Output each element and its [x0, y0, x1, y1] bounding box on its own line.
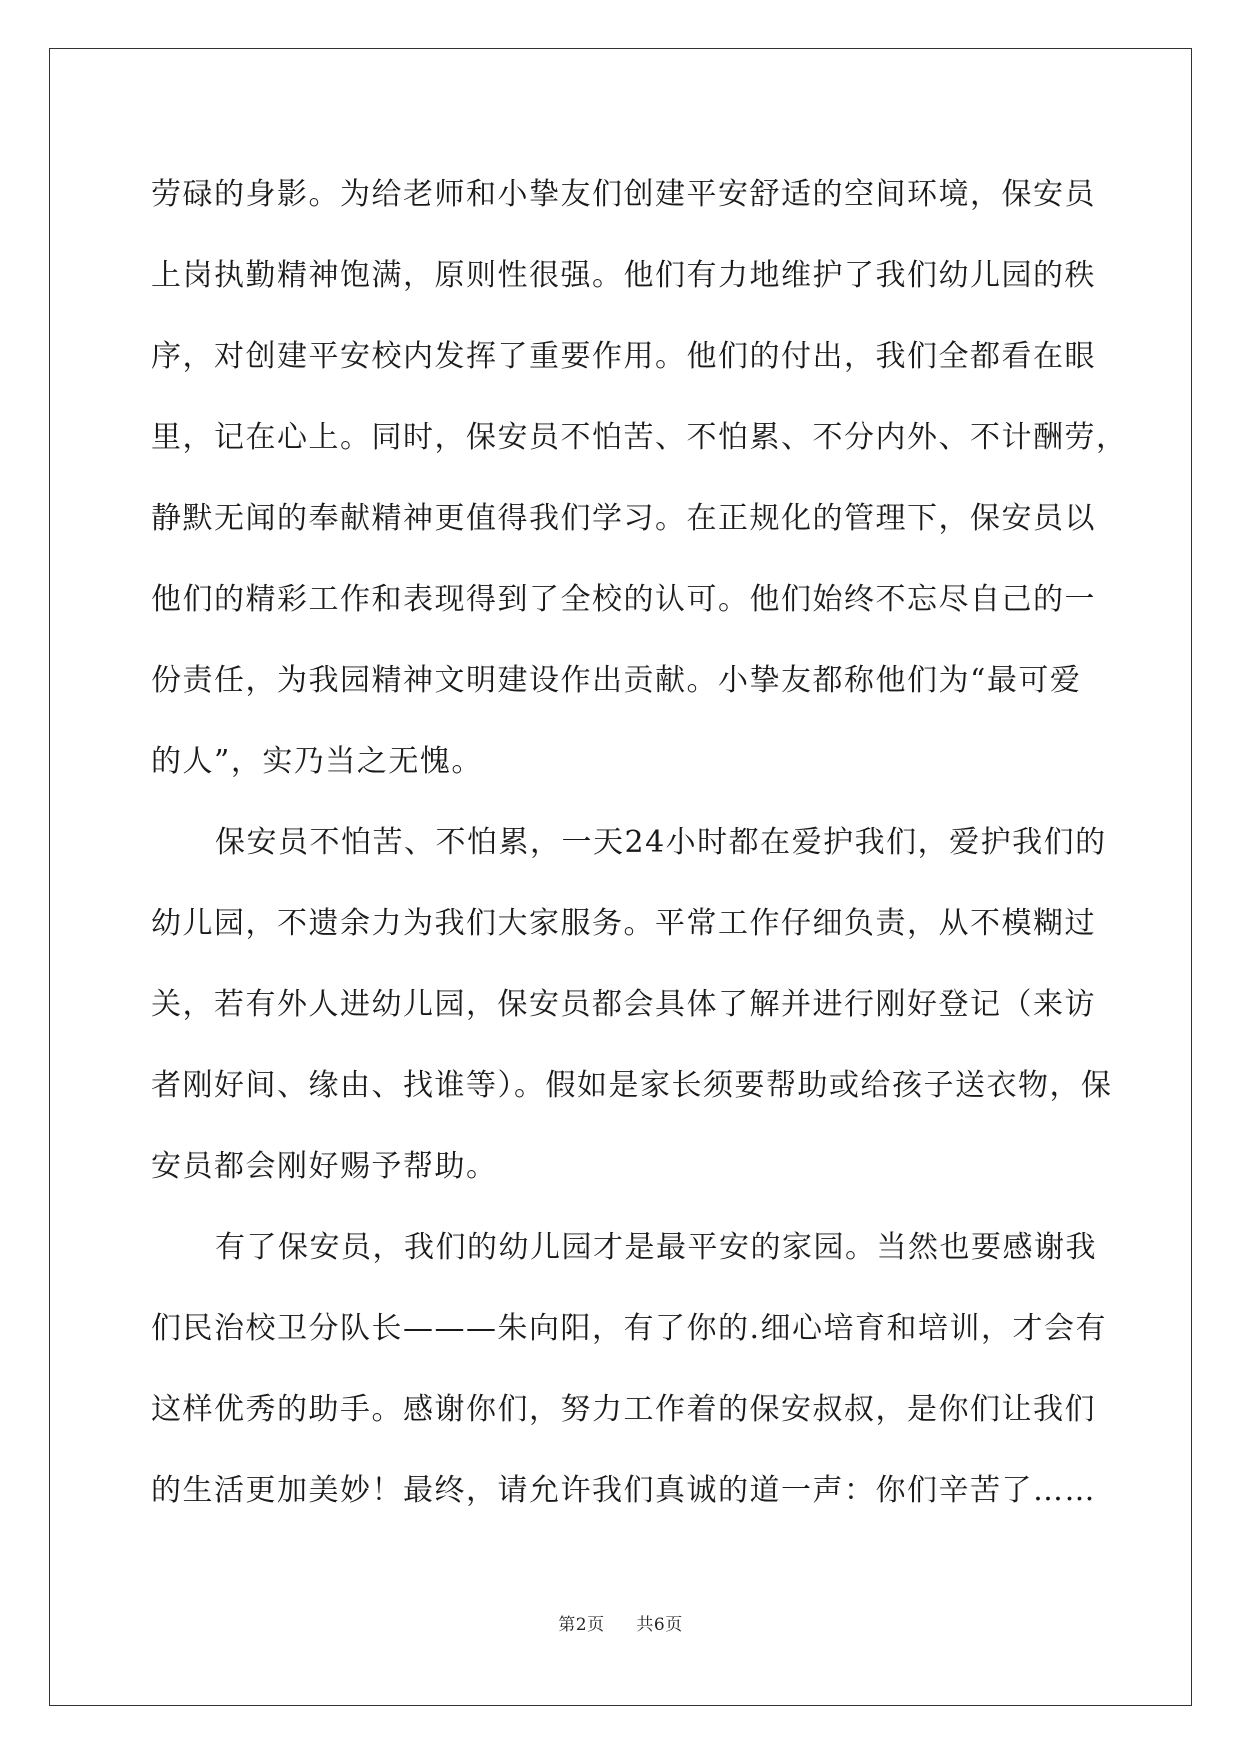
- text-line: 里，记在心上。同时，保安员不怕苦、不怕累、不分内外、不计酬劳，: [151, 420, 1128, 455]
- text-line: 份责任，为我园精神文明建设作出贡献。小挚友都称他们为“最可爱: [151, 663, 1082, 698]
- text-line: 静默无闻的奉献精神更值得我们学习。在正规化的管理下，保安员以: [151, 501, 1096, 536]
- text-line: 的生活更加美妙！最终，请允许我们真诚的道一声：你们辛苦了……: [151, 1473, 1096, 1508]
- document-body: [151, 154, 1128, 1531]
- text-line: 序，对创建平安校内发挥了重要作用。他们的付出，我们全都看在眼: [151, 339, 1096, 374]
- text-line: 们民治校卫分队长———朱向阳，有了你的.细心培育和培训，才会有: [151, 1311, 1108, 1346]
- text-line: 者刚好间、缘由、找谁等）。假如是家长须要帮助或给孩子送衣物，保: [151, 1068, 1113, 1103]
- text-line: 他们的精彩工作和表现得到了全校的认可。他们始终不忘尽自己的一: [151, 582, 1096, 617]
- page-total: 共6页: [636, 1615, 683, 1635]
- text-line: 这样优秀的助手。感谢你们，努力工作着的保安叔叔，是你们让我们: [151, 1392, 1096, 1427]
- text-line: 上岗执勤精神饱满，原则性很强。他们有力地维护了我们幼儿园的秩: [151, 258, 1096, 293]
- paragraph-start-line: 保安员不怕苦、不怕累，一天24小时都在爱护我们，爱护我们的: [215, 825, 1107, 860]
- text-line: 劳碌的身影。为给老师和小挚友们创建平安舒适的空间环境，保安员: [151, 177, 1096, 212]
- page-footer: [0, 1610, 1241, 1635]
- text-line: 关，若有外人进幼儿园，保安员都会具体了解并进行刚好登记（来访: [151, 987, 1096, 1022]
- page-number: 第2页: [558, 1615, 605, 1635]
- text-line: 幼儿园，不遗余力为我们大家服务。平常工作仔细负责，从不模糊过: [151, 906, 1096, 941]
- text-line: 的人”，实乃当之无愧。: [151, 744, 483, 779]
- text-line: 安员都会刚好赐予帮助。: [151, 1149, 498, 1184]
- paragraph-start-line: 有了保安员，我们的幼儿园才是最平安的家园。当然也要感谢我: [215, 1230, 1097, 1265]
